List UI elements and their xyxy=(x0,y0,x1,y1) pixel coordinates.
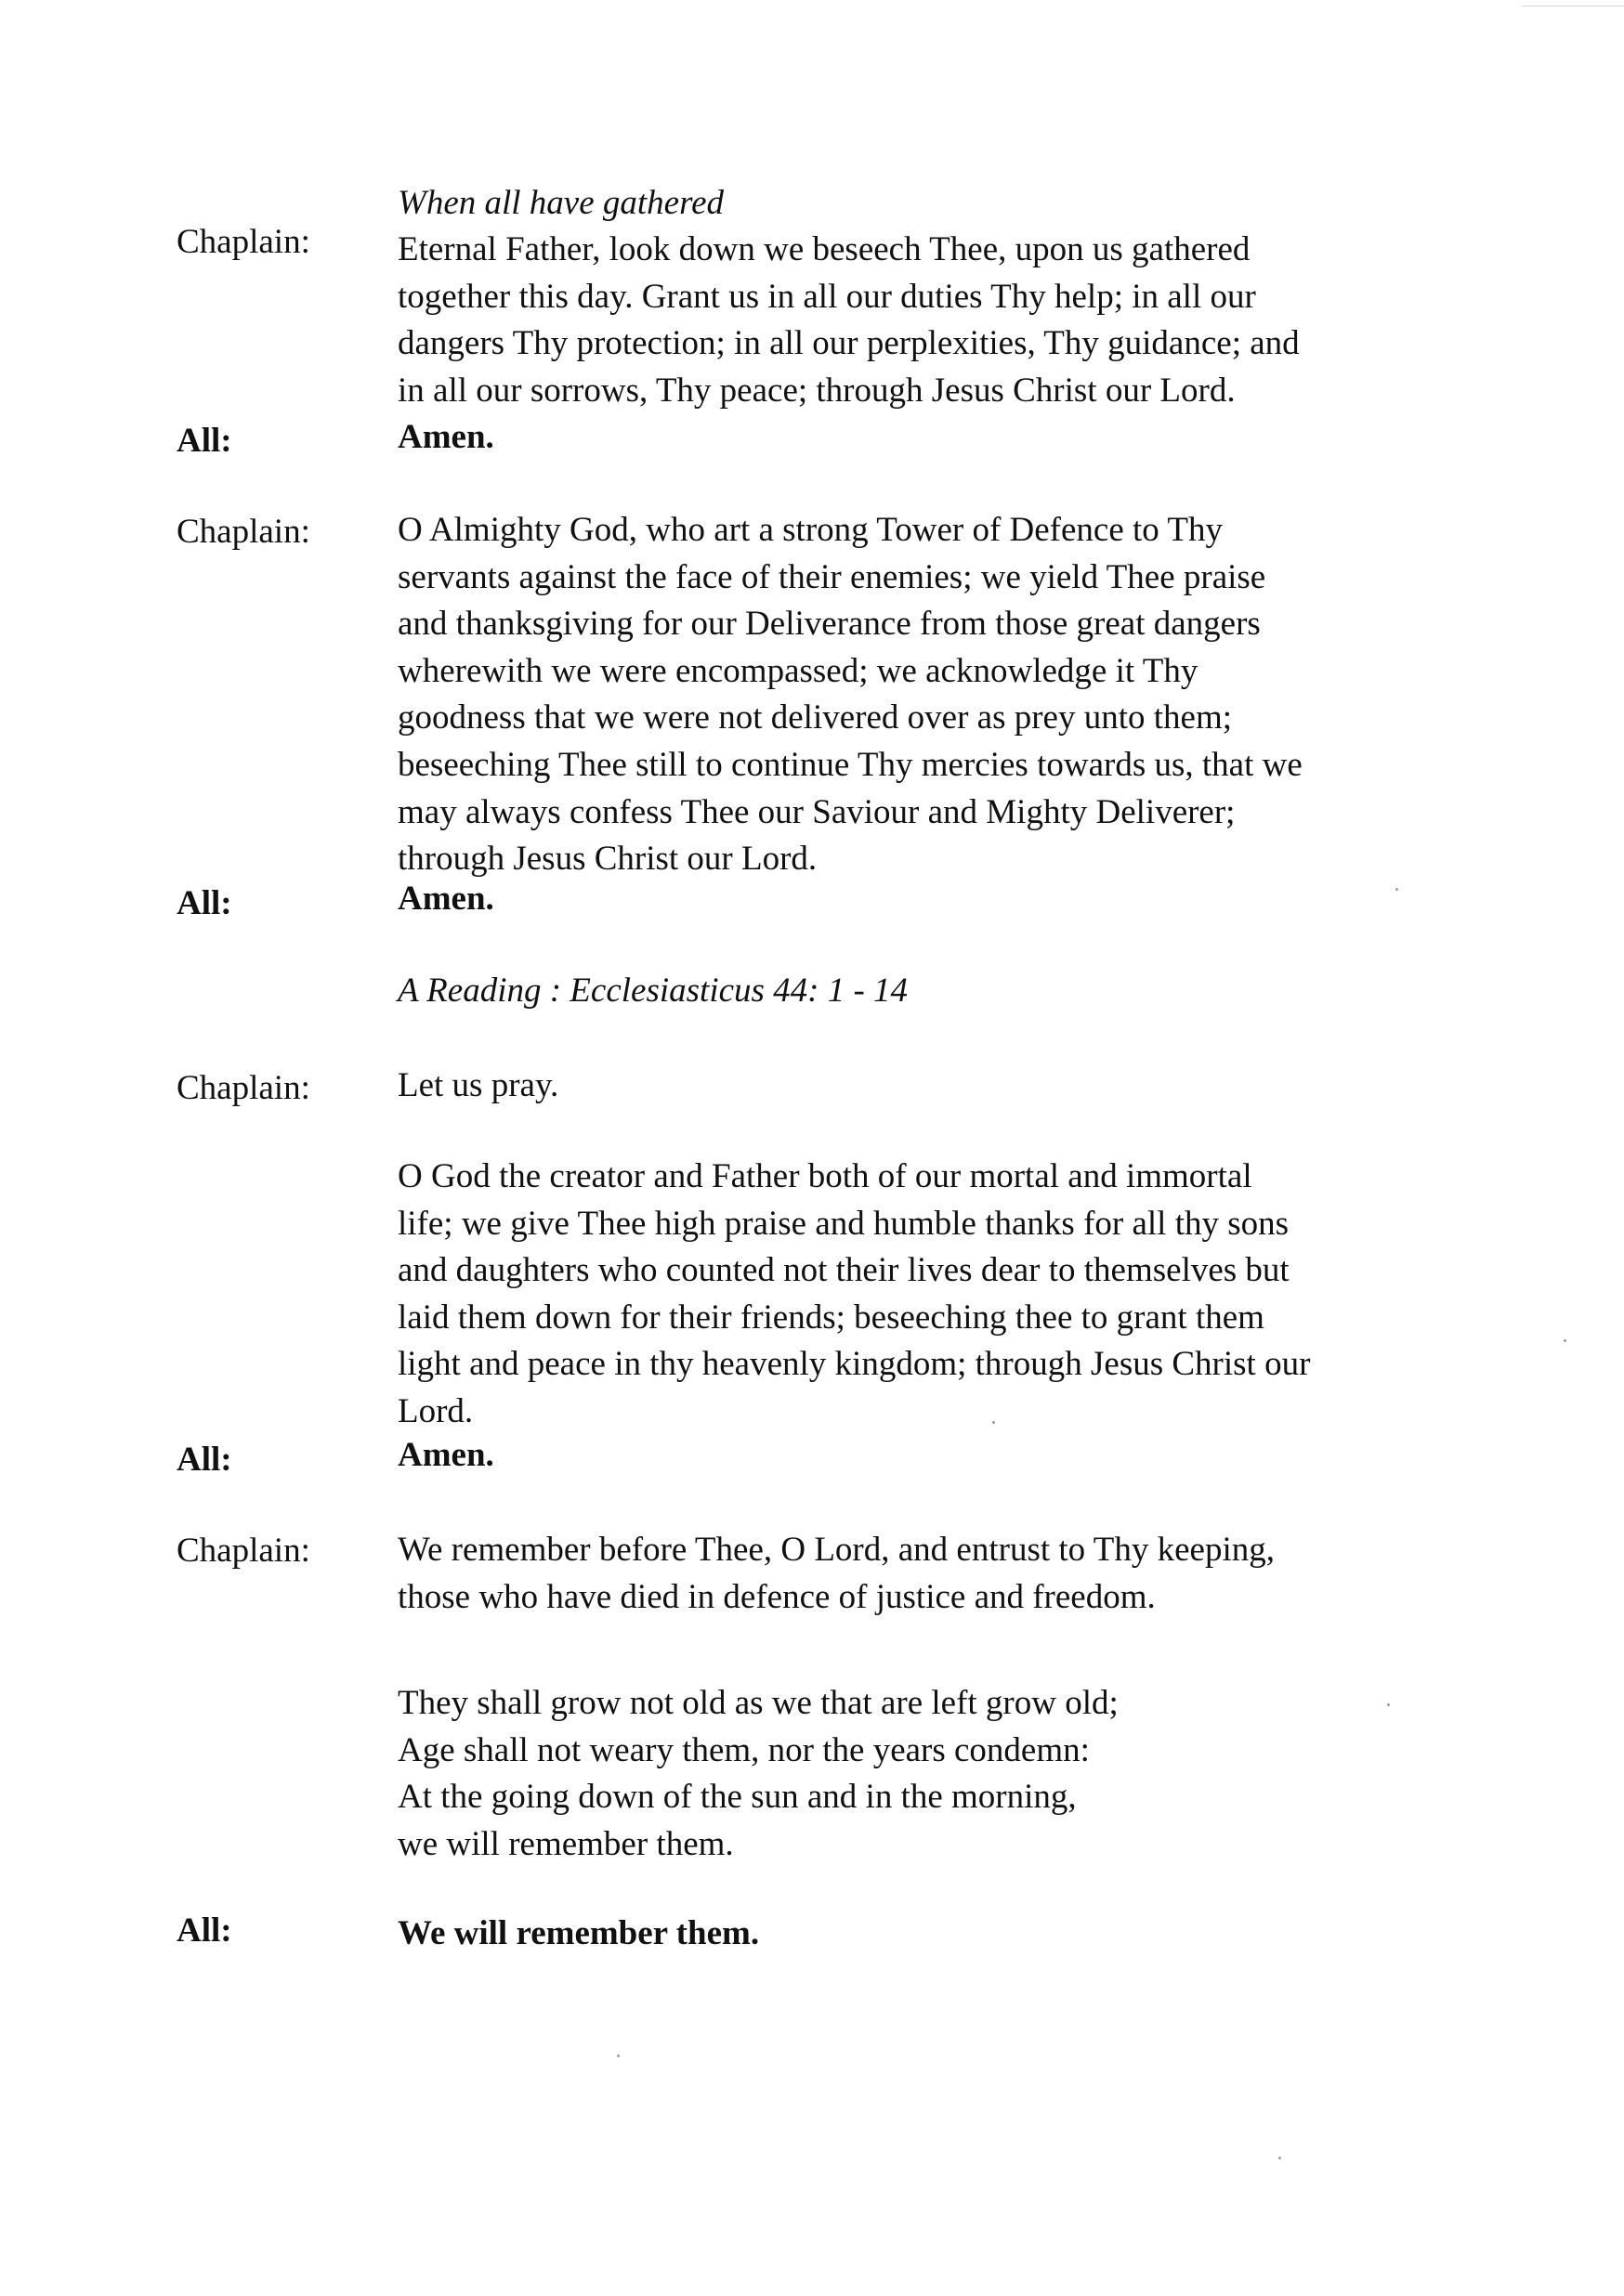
prayer-o-god-the-creator xyxy=(398,1154,1438,1436)
verse-ode-of-remembrance xyxy=(398,1680,1438,1868)
prayer-line: through Jesus Christ our Lord. xyxy=(398,840,818,879)
prayer-line: together this day. Grant us in all our duties Thy help; in all our xyxy=(398,277,1256,316)
scan-speck xyxy=(1387,1703,1390,1706)
response-we-will-remember-them: We will remember them. xyxy=(398,1914,760,1952)
scan-speck xyxy=(617,2055,620,2057)
prayer-eternal-father xyxy=(398,227,1438,414)
speaker-all-1: All: xyxy=(177,422,232,460)
prayer-line: life; we give Thee high praise and humble thanks for all thy sons xyxy=(398,1204,1290,1243)
prayer-line: O God the creator and Father both of our mortal and immortal xyxy=(398,1157,1252,1195)
response-amen-2: Amen. xyxy=(398,880,494,918)
prayer-line: servants against the face of their enemies; we yield Thee praise xyxy=(398,557,1266,596)
prayer-line: O Almighty God, who art a strong Tower of Defence to Thy xyxy=(398,511,1223,549)
speaker-chaplain-3: Chaplain: xyxy=(177,1069,310,1107)
prayer-line: in all our sorrows, Thy peace; through Jesus Christ our Lord. xyxy=(398,371,1236,410)
prayer-line: Eternal Father, look down we beseech Thee, upon us gathered xyxy=(398,230,1251,268)
speaker-all-3: All: xyxy=(177,1441,232,1479)
response-amen-1: Amen. xyxy=(398,418,494,456)
scan-edge-line xyxy=(1522,6,1624,7)
prayer-line: and daughters who counted not their lives dear to themselves but xyxy=(398,1251,1290,1290)
prayer-line: laid them down for their friends; beseeching thee to grant them xyxy=(398,1298,1264,1337)
prayer-line: light and peace in thy heavenly kingdom; through Jesus Christ our xyxy=(398,1345,1311,1384)
speaker-all-2: All: xyxy=(177,884,232,922)
speaker-chaplain-4: Chaplain: xyxy=(177,1532,310,1570)
prayer-line: those who have died in defence of justice and freedom. xyxy=(398,1577,1156,1616)
prayer-line: beseeching Thee still to continue Thy mercies towards us, that we xyxy=(398,745,1303,784)
scan-speck xyxy=(1564,1339,1566,1342)
verse-line: Age shall not weary them, nor the years condemn: xyxy=(398,1730,1090,1769)
verse-line: we will remember them. xyxy=(398,1824,734,1863)
prayer-line: Lord. xyxy=(398,1391,474,1430)
verse-line: They shall grow not old as we that are left grow old; xyxy=(398,1684,1119,1722)
rubric-when-all-have-gathered: When all have gathered xyxy=(398,184,725,222)
rubric-reading: A Reading : Ecclesiasticus 44: 1 - 14 xyxy=(398,972,909,1010)
speaker-chaplain-1: Chaplain: xyxy=(177,223,310,261)
scan-speck xyxy=(992,1421,995,1424)
response-amen-3: Amen. xyxy=(398,1436,494,1474)
prayer-line: dangers Thy protection; in all our perplexities, Thy guidance; and xyxy=(398,324,1300,363)
prayer-we-remember xyxy=(398,1527,1438,1621)
speaker-chaplain-2: Chaplain: xyxy=(177,513,310,551)
let-us-pray: Let us pray. xyxy=(398,1066,559,1104)
prayer-line: We remember before Thee, O Lord, and entrust to Thy keeping, xyxy=(398,1531,1275,1569)
scan-speck xyxy=(1395,888,1398,891)
speaker-all-4: All: xyxy=(177,1911,232,1950)
scan-speck xyxy=(1278,2157,1281,2159)
prayer-line: goodness that we were not delivered over as prey unto them; xyxy=(398,698,1233,737)
prayer-line: may always confess Thee our Saviour and Mighty Deliverer; xyxy=(398,792,1236,831)
verse-line: At the going down of the sun and in the morning, xyxy=(398,1778,1077,1817)
prayer-line: wherewith we were encompassed; we acknowledge it Thy xyxy=(398,651,1198,690)
prayer-line: and thanksgiving for our Deliverance from those great dangers xyxy=(398,605,1261,644)
prayer-almighty-god xyxy=(398,507,1438,883)
